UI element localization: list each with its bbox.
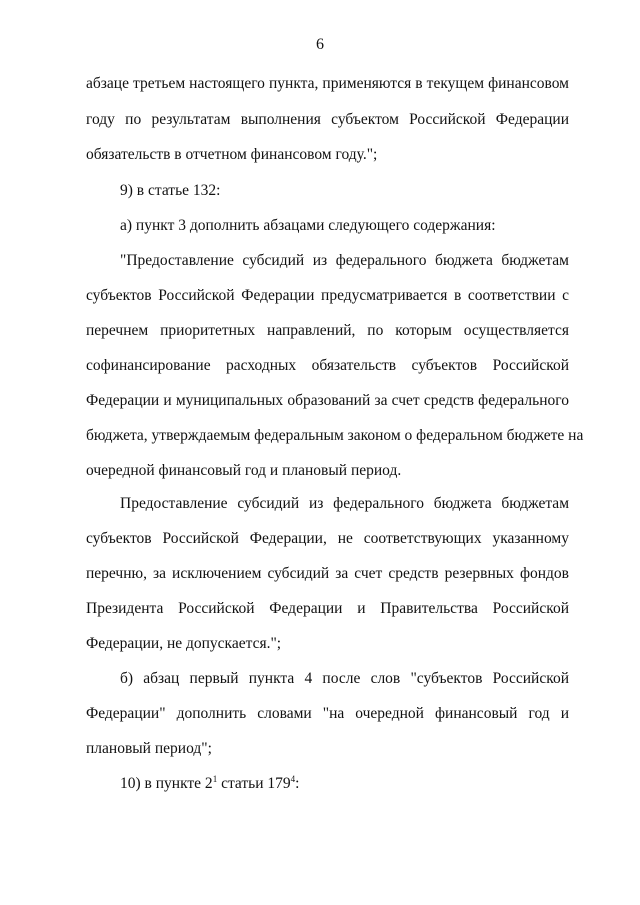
text-line: Федерации, не допускается."; <box>86 635 282 652</box>
text-line: софинансирование расходных обязательств субъектов Российской <box>86 357 569 374</box>
text-line: Федерации и муниципальных образований за счет средств федерального <box>86 392 569 409</box>
text-line: субъектов Российской Федерации предусматривается в соответствии с <box>86 287 569 304</box>
sub-item-heading: а) пункт 3 дополнить абзацами следующего содержания: <box>120 217 496 234</box>
text-line: субъектов Российской Федерации, не соответствующих указанному <box>86 530 569 547</box>
text-line: Федерации" дополнить словами "на очередной финансовый год и <box>86 705 569 722</box>
last-item-prefix: 10) в пункте 2 <box>120 775 213 792</box>
text-line: "Предоставление субсидий из федерального бюджета бюджетам <box>120 252 569 269</box>
text-line: очередной финансовый год и плановый период. <box>86 462 402 479</box>
text-line: бюджета, утверждаемым федеральным законом о федеральном бюджете на <box>86 427 584 444</box>
page-number: 6 <box>316 36 324 53</box>
text-line: Президента Российской Федерации и Правительства Российской <box>86 600 569 617</box>
text-line: году по результатам выполнения субъектом Российской Федерации <box>86 111 569 128</box>
text-line: Предоставление субсидий из федерального бюджета бюджетам <box>120 495 569 512</box>
text-line: абзаце третьем настоящего пункта, применяются в текущем финансовом <box>86 75 569 92</box>
last-item-suffix: : <box>295 775 300 792</box>
sub-item-heading: б) абзац первый пункта 4 после слов "субъектов Российской <box>120 670 569 687</box>
superscript: 4 <box>290 774 296 784</box>
text-line: перечнем приоритетных направлений, по которым осуществляется <box>86 322 569 339</box>
text-line: перечню, за исключением субсидий за счет средств резервных фондов <box>86 565 569 582</box>
text-line: плановый период"; <box>86 740 212 757</box>
last-item-middle: статьи 179 <box>217 775 291 792</box>
list-item-heading: 9) в статье 132: <box>120 182 221 199</box>
superscript: 1 <box>212 774 218 784</box>
text-line: обязательств в отчетном финансовом году."; <box>86 146 378 163</box>
list-item-heading <box>120 774 299 794</box>
